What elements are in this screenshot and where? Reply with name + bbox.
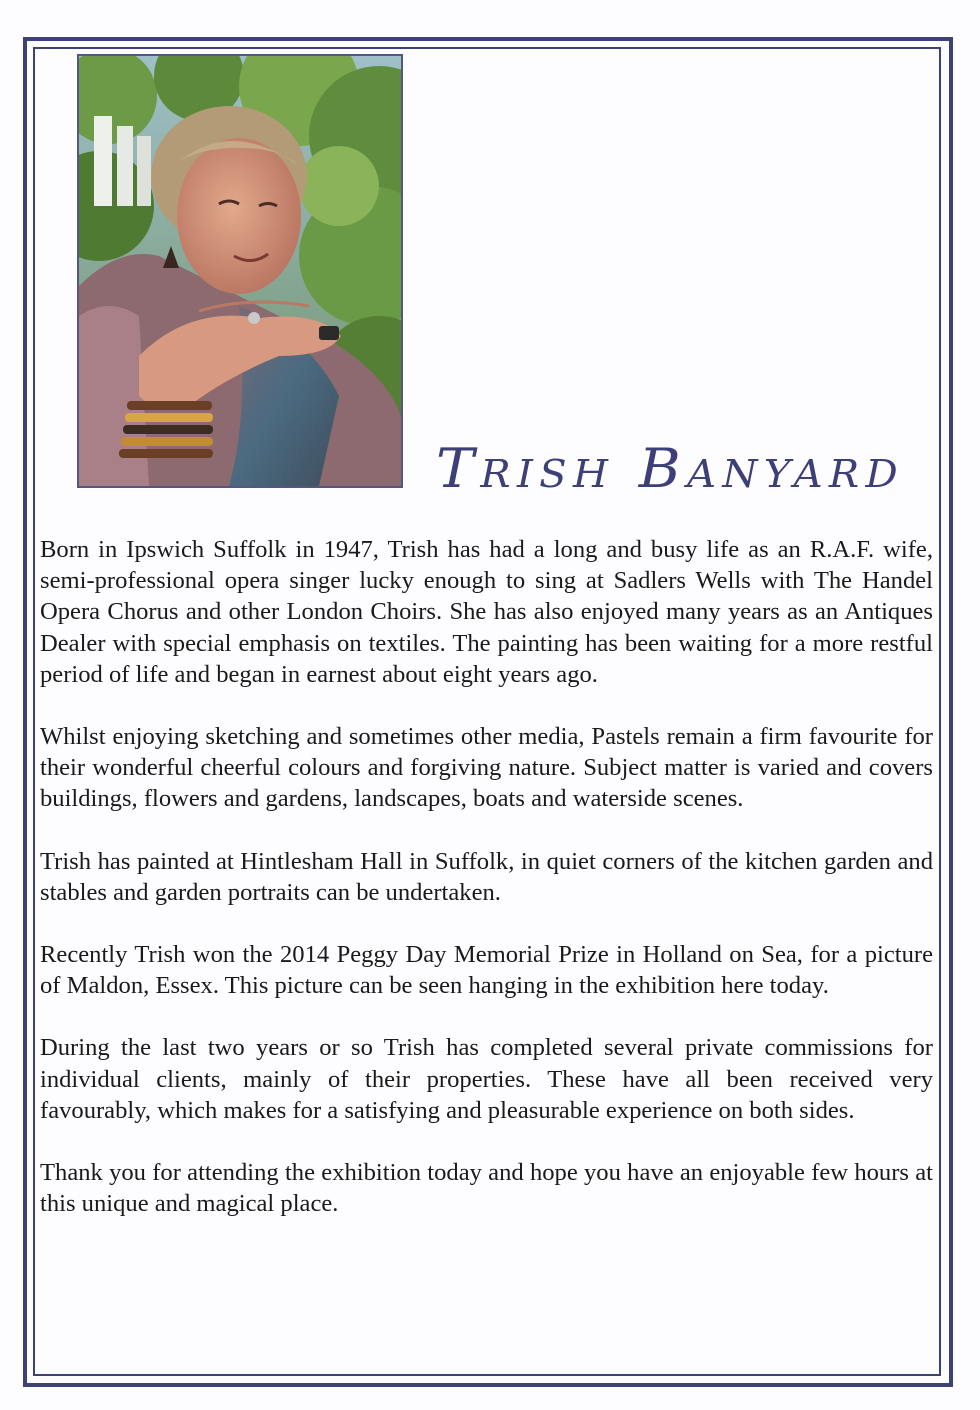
bio-paragraph: Born in Ipswich Suffolk in 1947, Trish has had a long and busy life as an R.A.F. wife, semi-professional opera singer lucky enough to sing at Sadlers Wells with The Handel Opera Chorus and other London Choirs. She has also enjoyed many years as an Antiques Dealer with special emphasis on textiles. The painting has been waiting for a more restful period of life and began in earnest about eight years ago. [40,536,933,688]
bio-paragraph: Recently Trish won the 2014 Peggy Day Memorial Prize in Holland on Sea, for a picture of Maldon, Essex. This picture can be seen hanging in the exhibition here today. [40,941,933,1000]
bio-paragraph: Trish has painted at Hintlesham Hall in Suffolk, in quiet corners of the kitchen garden and stables and garden portraits can be undertaken. [40,847,933,906]
bio-paragraph: During the last two years or so Trish has completed several private commissions for individual clients, mainly of their properties. These have all been received very favourably, which makes for a satisfying and pleasurable experience on both sides. [40,1034,933,1124]
bio-paragraph: Whilst enjoying sketching and sometimes other media, Pastels remain a firm favourite for their wonderful cheerful colours and forgiving nature. Subject matter is varied and covers buildings, flowers and gardens, landscapes, boats and waterside scenes. [40,723,933,813]
artist-biography [40,534,933,1250]
artist-name-title [432,425,912,505]
bio-paragraph: Thank you for attending the exhibition today and hope you have an enjoyable few hours at this unique and magical place. [40,1159,933,1218]
artist-portrait-photo [77,54,403,488]
artist-name-text: Trish Banyard [436,437,904,500]
portrait-photo-illustration [79,56,401,486]
